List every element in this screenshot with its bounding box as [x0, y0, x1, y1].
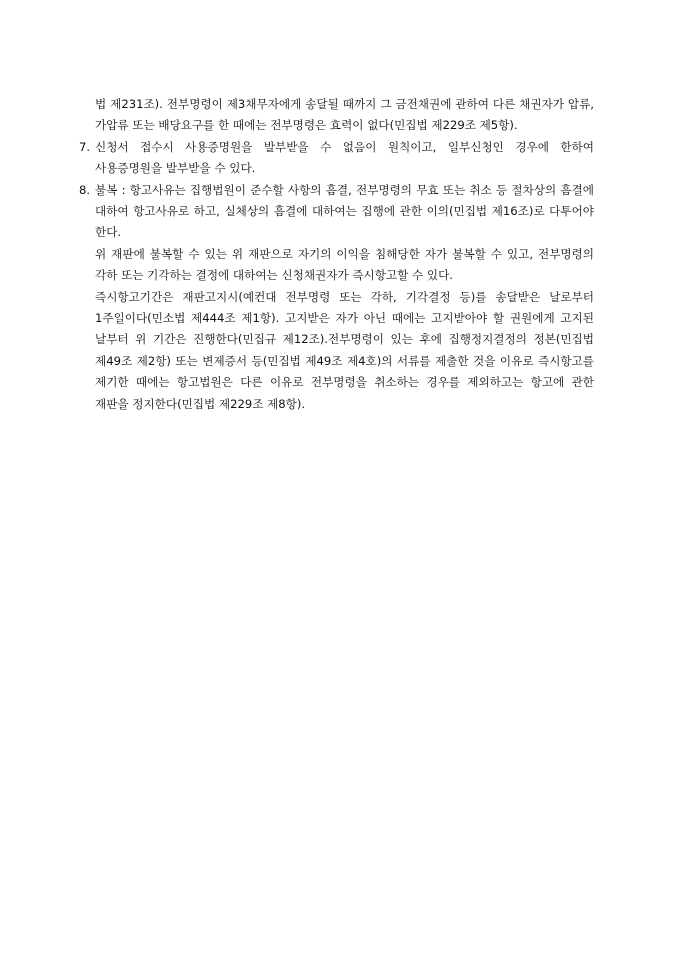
- list-item-7: [79, 137, 594, 180]
- item-paragraph: 신청서 접수시 사용증명원을 발부받을 수 없음이 원칙이고, 일부신청인 경우에 한하여 사용증명원을 발부받을 수 있다.: [95, 139, 594, 176]
- list-item-8: [79, 180, 594, 415]
- item-paragraph: 불복 : 항고사유는 집행법원이 준수할 사항의 흠결, 전부명령의 무효 또는 취소 등 절차상의 흠결에 대하여 항고사유로 하고, 실체상의 흠결에 대하여는 집행에 관한 이의(민집법 제16조)로 다투어야 한다.: [95, 182, 594, 240]
- item-body: [95, 180, 594, 415]
- item-paragraph: 위 재판에 불복할 수 있는 위 재판으로 자기의 이익을 침해당한 자가 불복할 수 있고, 전부명령의 각하 또는 기각하는 결정에 대하여는 신청채권자가 즉시항고할 수 있다.: [95, 246, 594, 283]
- item-number: 8.: [79, 182, 91, 197]
- item-paragraph: 즉시항고기간은 재판고지시(예컨대 전부명령 또는 각하, 기각결정 등)를 송달받은 날로부터 1주일이다(민소법 제444조 제1항). 고지받은 자가 아닌 때에는 고지받아야 할 권원에게 고지된 날부터 위 기간은 진행한다(민집규 제12조).전부명령이 있는 후에 집행정지결정의 정본(민집법 제49조 제2항) 또는 변제증서 등(민집법 제49조 제4호)의 서류를 제출한 것을 이유로 즉시항고를 제기한 때에는 항고법원은 다른 이유로 전부명령을 취소하는 경우를 제외하고는 항고에 관한 재판을 정지한다(민집법 제229조 제8항).: [95, 289, 594, 411]
- continuation-paragraph: 법 제231조). 전부명령이 제3채무자에게 송달될 때까지 그 금전채권에 관하여 다른 채권자가 압류, 가압류 또는 배당요구를 한 때에는 전부명령은 효력이 없다(민집법 제229조 제5항).: [95, 97, 594, 133]
- item-number: 7.: [79, 139, 91, 154]
- item-body: [95, 137, 594, 180]
